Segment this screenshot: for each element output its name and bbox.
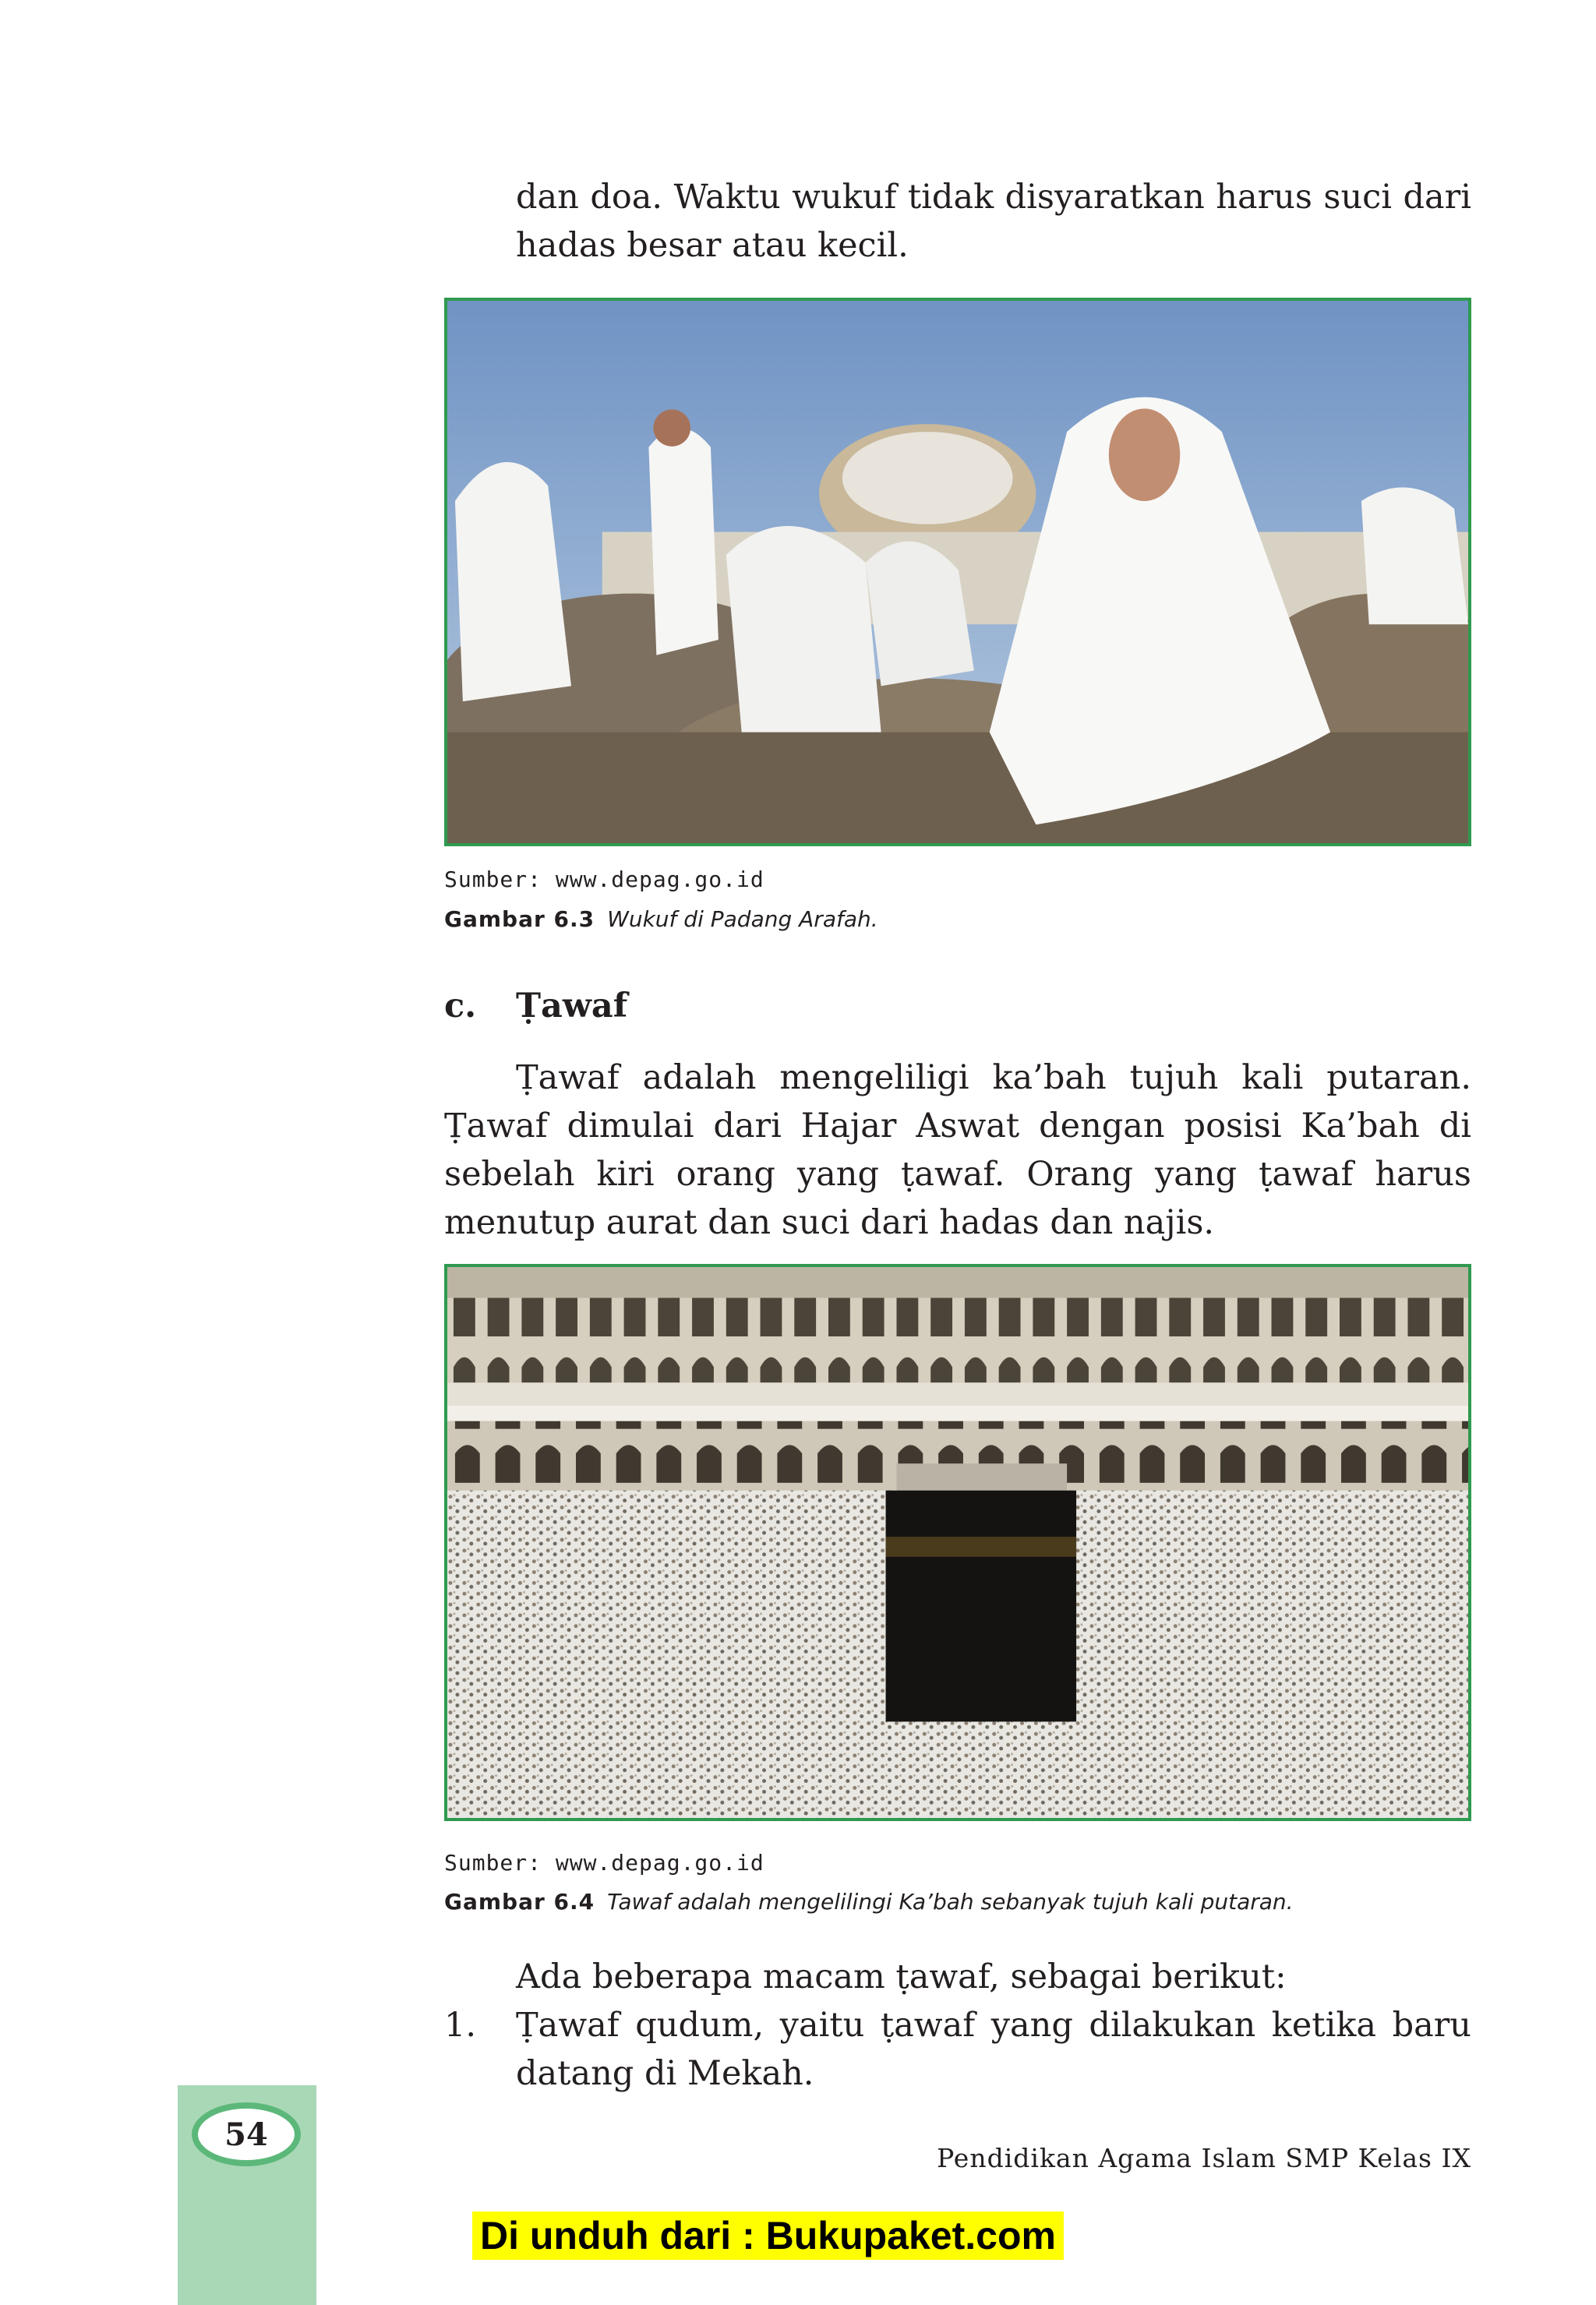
figure-1-caption	[444, 906, 878, 932]
page-number-badge	[192, 2102, 301, 2166]
list-item	[444, 2001, 1471, 2098]
tawaf-types-list	[444, 2001, 1471, 2098]
intro-paragraph: dan doa. Waktu wukuf tidak disyaratkan harus suci dari hadas besar atau kecil.	[516, 178, 1471, 265]
section-title: Ṭawaf	[516, 987, 628, 1025]
wukuf-illustration	[447, 301, 1468, 843]
list-item-number: 1.	[444, 2006, 477, 2045]
kaaba-illustration	[447, 1267, 1468, 1818]
download-banner: Di unduh dari : Bukupaket.com	[472, 2211, 1064, 2260]
tawaf-paragraph	[444, 1054, 1471, 1247]
figure-2-source: Sumber: www.depag.go.id	[444, 1850, 764, 1876]
tawaf-photo	[444, 1264, 1471, 1821]
figure-2-caption	[444, 1889, 1294, 1915]
figure-1-label: Gambar 6.3	[444, 906, 595, 932]
figure-2-label: Gambar 6.4	[444, 1889, 595, 1915]
wukuf-photo	[444, 298, 1471, 846]
page-number: 54	[198, 2109, 295, 2160]
tawaf-paragraph-text: Ṭawaf adalah mengeliligi ka’bah tujuh kali putaran. Ṭawaf dimulai dari Hajar Aswat dengan posisi Ka’bah di sebelah kiri orang yang ṭawaf. Orang yang ṭawaf harus menutup aurat dan suci dari hadas dan najis.	[444, 1058, 1471, 1242]
section-letter: c.	[444, 987, 477, 1025]
figure-1-source: Sumber: www.depag.go.id	[444, 867, 764, 892]
list-intro: Ada beberapa macam ṭawaf, sebagai berikut:	[516, 1957, 1287, 1996]
book-title: Pendidikan Agama Islam SMP Kelas IX	[937, 2143, 1471, 2173]
list-item-text: Ṭawaf qudum, yaitu ṭawaf yang dilakukan ketika baru datang di Mekah.	[516, 2006, 1471, 2093]
figure-2-caption-text: Tawaf adalah mengelilingi Ka’bah sebanyak tujuh kali putaran.	[607, 1889, 1294, 1915]
section-heading	[444, 987, 627, 1025]
figure-1-caption-text: Wukuf di Padang Arafah.	[607, 906, 878, 932]
